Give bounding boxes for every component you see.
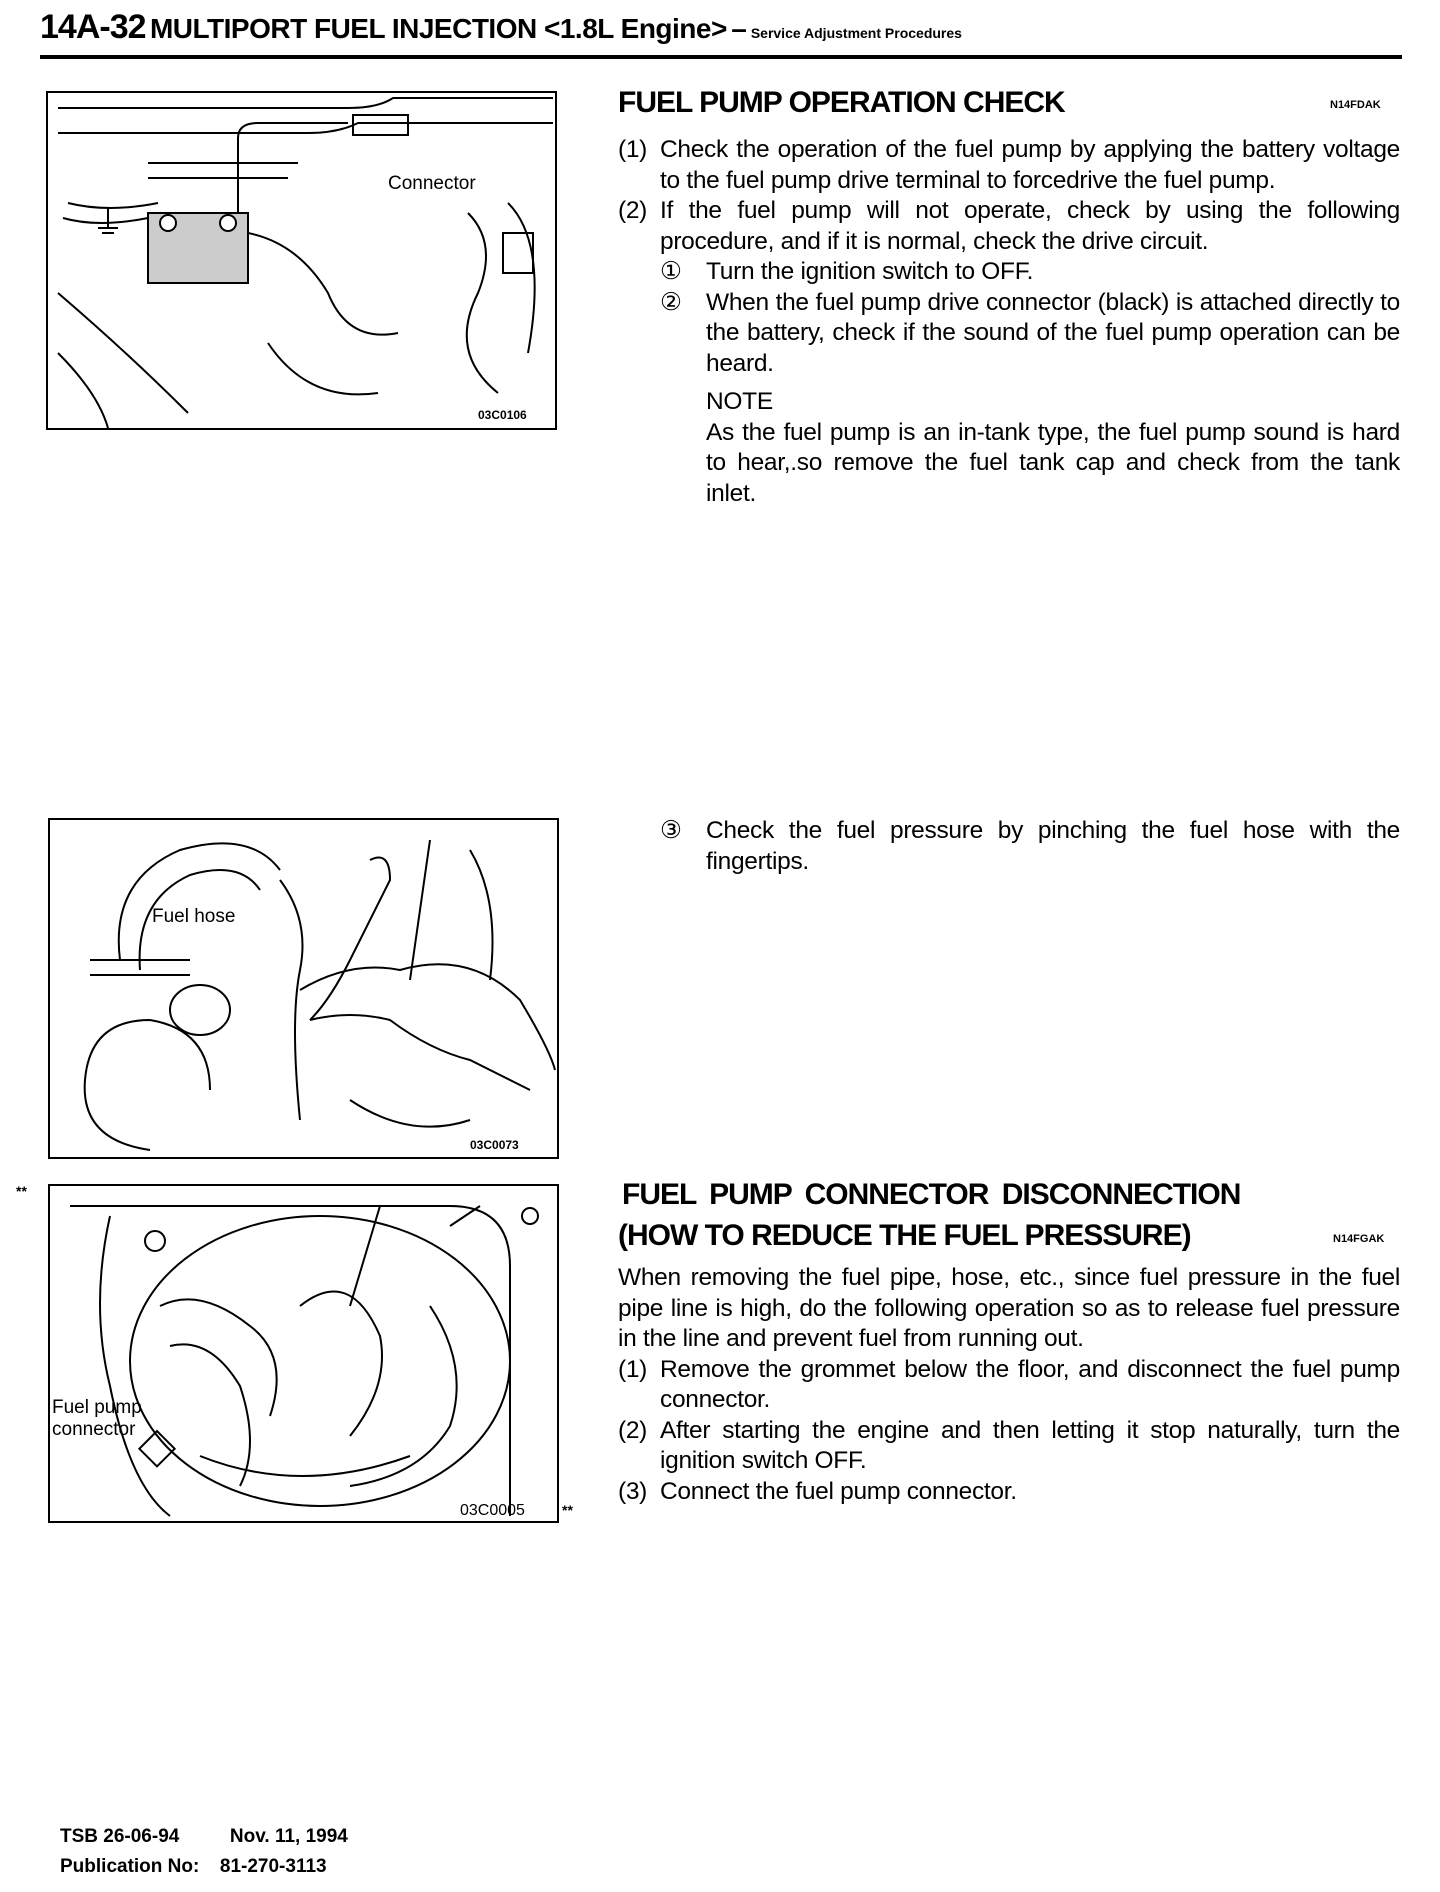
label-line: connector [52,1419,136,1440]
figure-fuel-pump-connector [48,1184,559,1523]
section1-body [618,135,1400,509]
item-text: Connect the fuel pump connector. [660,1477,1017,1505]
note-text: As the fuel pump is an in-tank type, the fuel pump sound is hard to hear,.so remove the fuel tank cap and check from the tank inlet. [706,418,1400,507]
figure-code: 03C0005 [460,1502,525,1519]
publication-label: Publication No: [60,1856,200,1877]
step-text: When the fuel pump drive connector (black) is attached directly to the battery, check if the sound of the fuel pump operation can be heard. [706,288,1400,377]
step-text: Check the fuel pressure by pinching the fuel hose with the fingertips. [706,817,1400,875]
sub-step [660,257,1400,288]
revision-marker: ** [562,1502,573,1518]
section-title-fuel-pump-connector-disconnection: FUEL PUMP CONNECTOR DISCONNECTION [622,1178,1241,1211]
page-title: MULTIPORT FUEL INJECTION <1.8L Engine> [149,13,727,44]
section-title-fuel-pump-operation-check: FUEL PUMP OPERATION CHECK [618,86,1065,119]
figure-label-fuel-pump-connector [52,1397,142,1441]
item-number: (2) [618,1416,648,1444]
step-text: Turn the ignition switch to OFF. [706,258,1034,285]
publication-number: 81-270-3113 [219,1856,327,1877]
section-subtitle-reduce-fuel-pressure: (HOW TO REDUCE THE FUEL PRESSURE) [618,1219,1191,1252]
figure-battery-connector [46,91,557,430]
procedure-item [618,1416,1400,1477]
section-code: N14FDAK [1330,99,1381,111]
item-number: (2) [618,197,648,224]
procedure-item [618,196,1400,257]
figure-fuel-hose [48,818,559,1159]
tsb-number: TSB 26-06-94 [60,1826,180,1847]
procedure-item [618,135,1400,196]
procedure-item [618,1477,1400,1508]
note-label: NOTE [706,388,773,415]
step-number: ② [660,288,682,316]
item-number: (1) [618,1355,648,1383]
label-line: Fuel pump [52,1397,142,1418]
figure-code: 03C0106 [478,408,527,422]
tsb-date: Nov. 11, 1994 [229,1826,348,1847]
step-3 [618,816,1400,877]
item-text: Remove the grommet below the floor, and disconnect the fuel pump connector. [660,1355,1400,1413]
footer-tsb-line [60,1826,348,1848]
page-subtitle: Service Adjustment Procedures [750,25,962,41]
item-number: (1) [618,136,648,163]
figure-label-connector: Connector [388,173,476,194]
intro-paragraph: When removing the fuel pipe, hose, etc., since fuel pressure in the fuel pipe line is high, do the following operation so as to release fuel pressure in the line and prevent fuel from running out. [618,1264,1400,1352]
page-number: 14A-32 [40,8,146,46]
section2-body [618,1263,1400,1507]
step-number: ① [660,258,682,285]
step-number: ③ [660,817,682,844]
figure-code: 03C0073 [470,1138,519,1152]
footer-publication-line [60,1856,327,1878]
sub-step [660,816,1400,877]
procedure-item [618,1355,1400,1416]
page-header [40,8,962,47]
battery-connector-illustration [48,93,555,428]
item-number: (3) [618,1477,648,1505]
figure-label-fuel-hose: Fuel hose [152,906,236,927]
item-text: Check the operation of the fuel pump by applying the battery voltage to the fuel pump drive terminal to forcedrive the fuel pump. [660,136,1400,194]
fuel-hose-illustration [50,820,557,1157]
item-text: After starting the engine and then letting it stop naturally, turn the ignition switch OFF. [660,1416,1400,1474]
title-dash: – [731,13,747,44]
sub-step [660,288,1400,380]
item-text: If the fuel pump will not operate, check by using the following procedure, and if it is normal, check the drive circuit. [660,197,1400,255]
fuel-pump-connector-illustration [50,1186,557,1521]
section-code: N14FGAK [1333,1233,1385,1245]
revision-marker: ** [16,1183,27,1199]
header-rule [40,55,1402,59]
